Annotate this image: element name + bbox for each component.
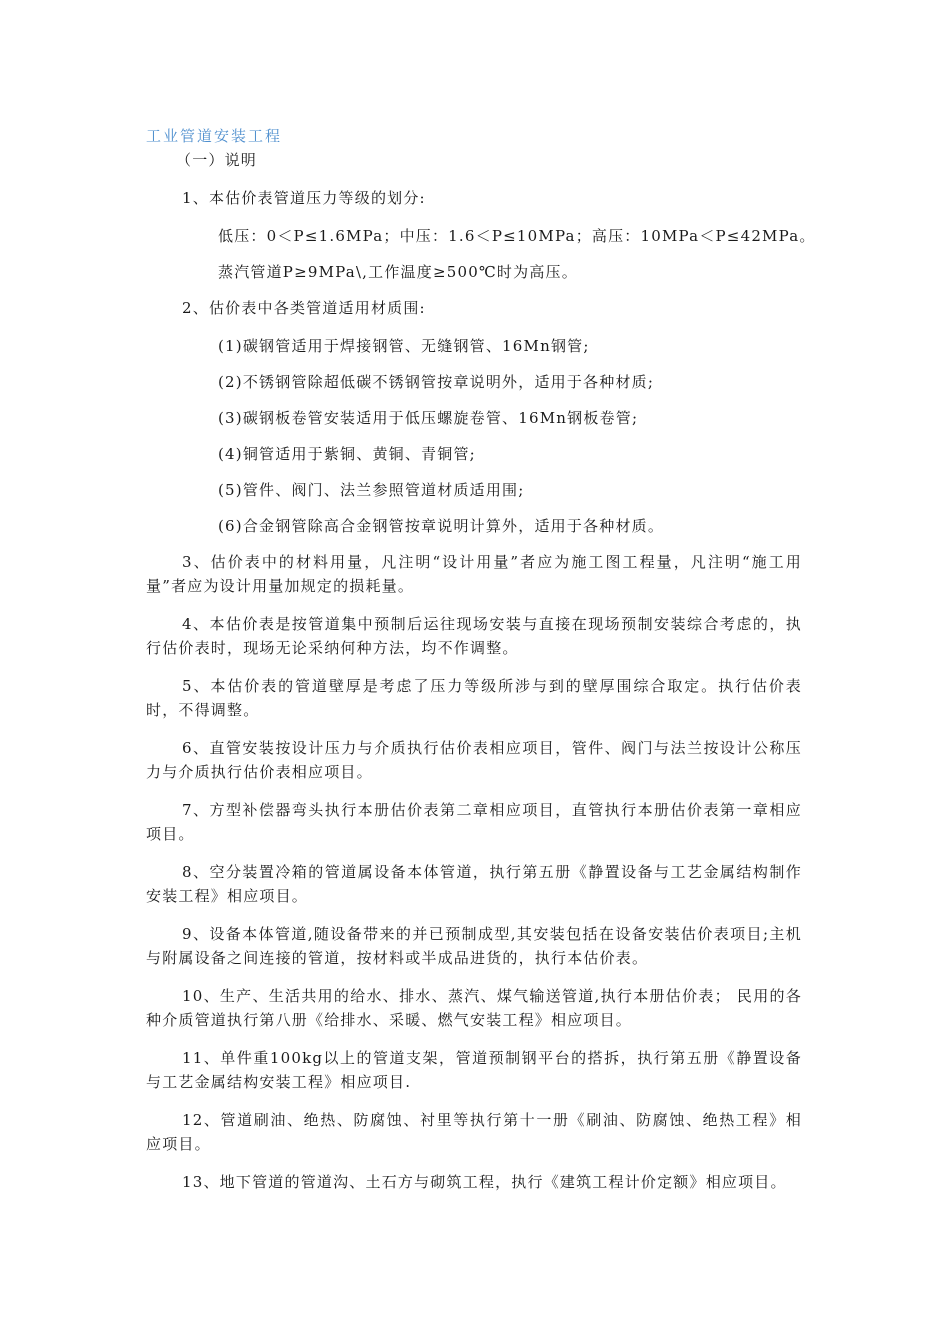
clause-2-item-5: (5)管件、阀门、法兰参照管道材质适用围; <box>218 481 525 499</box>
clause-4: 4、本估价表是按管道集中预制后运往现场安装与直接在现场预制安装综合考虑的，执行估价表时，现场无论采纳何种方法，均不作调整。 <box>146 615 802 657</box>
clause-8: 8、空分装置冷箱的管道属设备本体管道，执行第五册《静置设备与工艺金属结构制作安装工程》相应项目。 <box>146 863 802 905</box>
clause-2-item-4: (4)铜管适用于紫铜、黄铜、青铜管; <box>218 445 476 463</box>
clause-1: 1、本估价表管道压力等级的划分: <box>182 189 426 207</box>
clause-2: 2、估价表中各类管道适用材质围: <box>182 299 426 317</box>
clause-2-item-1: (1)碳钢管适用于焊接钢管、无缝钢管、16Mn钢管; <box>218 337 590 355</box>
clause-2-item-6: (6)合金钢管除高合金钢管按章说明计算外，适用于各种材质。 <box>218 517 665 535</box>
clause-11: 11、单件重100kg以上的管道支架，管道预制钢平台的搭拆，执行第五册《静置设备与工艺金属结构安装工程》相应项目. <box>146 1049 802 1091</box>
section-heading: （一）说明 <box>176 151 258 169</box>
clause-2-item-3: (3)碳钢板卷管安装适用于低压螺旋卷管、16Mn钢板卷管; <box>218 409 639 427</box>
clause-1-steam-pipe: 蒸汽管道P≥9MPa\,工作温度≥500℃时为高压。 <box>218 263 578 281</box>
clause-7: 7、方型补偿器弯头执行本册估价表第二章相应项目，直管执行本册估价表第一章相应项目。 <box>146 801 802 843</box>
clause-12: 12、管道刷油、绝热、防腐蚀、衬里等执行第十一册《刷油、防腐蚀、绝热工程》相应项目。 <box>146 1111 802 1153</box>
clause-2-item-2: (2)不锈钢管除超低碳不锈钢管按章说明外，适用于各种材质; <box>218 373 655 391</box>
document-title: 工业管道安装工程 <box>146 127 283 145</box>
clause-10: 10、生产、生活共用的给水、排水、蒸汽、煤气输送管道,执行本册估价表； 民用的各种介质管道执行第八册《给排水、采暖、燃气安装工程》相应项目。 <box>146 987 802 1029</box>
clause-13: 13、地下管道的管道沟、土石方与砌筑工程，执行《建筑工程计价定额》相应项目。 <box>182 1173 787 1191</box>
clause-9: 9、设备本体管道,随设备带来的并已预制成型,其安装包括在设备安装估价表项目;主机与附属设备之间连接的管道，按材料或半成品进货的，执行本估价表。 <box>146 925 802 967</box>
clause-1-pressure-levels: 低压：0＜P≤1.6MPa；中压：1.6＜P≤10MPa；高压：10MPa＜P≤42MPa。 <box>218 227 816 245</box>
document-body <box>146 124 816 1208</box>
clause-3: 3、估价表中的材料用量，凡注明“设计用量”者应为施工图工程量，凡注明“施工用量”者应为设计用量加规定的损耗量。 <box>146 553 802 595</box>
clause-5: 5、本估价表的管道壁厚是考虑了压力等级所涉与到的壁厚围综合取定。执行估价表时，不得调整。 <box>146 677 802 719</box>
clause-6: 6、直管安装按设计压力与介质执行估价表相应项目，管件、阀门与法兰按设计公称压力与介质执行估价表相应项目。 <box>146 739 802 781</box>
